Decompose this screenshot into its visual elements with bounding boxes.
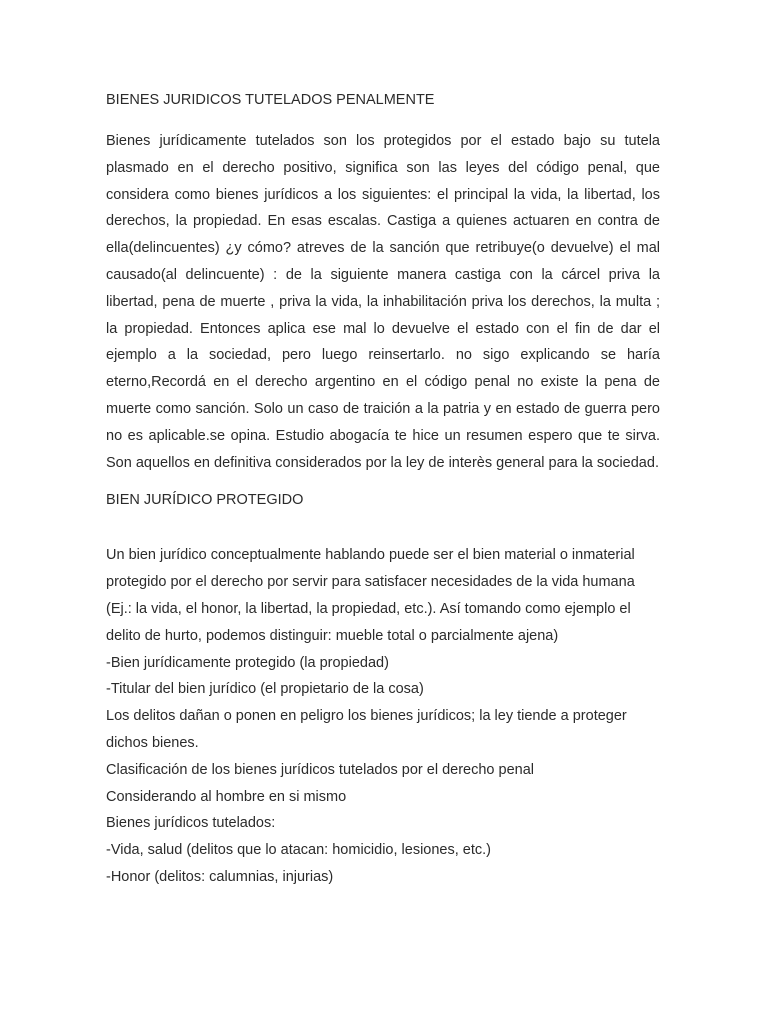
subheading-line: Bienes jurídicos tutelados: — [106, 815, 276, 832]
list-item: -Vida, salud (delitos que lo atacan: homicidio, lesiones, etc.) — [106, 842, 492, 859]
definition-paragraph: Un bien jurídico conceptualmente hablando puede ser el bien material o inmaterial protegido por el derecho por servir para satisfacer necesidades de la vida humana (Ej.: la vida, el honor, la libertad, la propiedad, etc.). Así tomando como ejemplo el delito de hurto, podemos distinguir: mueble total o parcialmente ajena) — [106, 547, 635, 644]
list-item: -Titular del bien jurídico (el propietario de la cosa) — [106, 681, 424, 698]
subheading-line: Considerando al hombre en si mismo — [106, 788, 347, 805]
body-paragraph: Los delitos dañan o ponen en peligro los bienes jurídicos; la ley tiende a proteger dichos bienes. — [106, 708, 627, 751]
list-item: -Bien jurídicamente protegido (la propiedad) — [106, 654, 389, 671]
classification-heading: Clasificación de los bienes jurídicos tutelados por el derecho penal — [106, 761, 535, 778]
document-title: BIENES JURIDICOS TUTELADOS PENALMENTE — [106, 92, 435, 108]
document-page — [106, 90, 660, 891]
list-item: -Honor (delitos: calumnias, injurias) — [106, 868, 334, 885]
intro-paragraph: Bienes jurídicamente tutelados son los protegidos por el estado bajo su tutela plasmado en el derecho positivo, significa son las leyes del código penal, que considera como bienes jurídicos a los siguientes: el principal la vida, la libertad, los derechos, la propiedad. En esas escalas. Castiga a quienes actuaren en contra de ella(delincuentes) ¿y cómo? atreves de la sanción que retribuye(o devuelve) el mal causado(al delincuente) : de la siguiente manera castiga con la cárcel priva la libertad, pena de muerte , priva la vida, la inhabilitación priva los derechos, la multa ; la propiedad. Entonces aplica ese mal lo devuelve el estado con el fin de dar el ejemplo a la sociedad, pero luego reinsertarlo. no sigo explicando se haría eterno,Recordá en el derecho argentino en el código penal no existe la pena de muerte como sanción. Solo un caso de traición a la patria y en estado de guerra pero no es aplicable.se opina. Estudio abogacía te hice un resumen espero que te sirva. Son aquellos en definitiva considerados por la ley de interès general para la sociedad. — [106, 133, 660, 471]
section-title: BIEN JURÍDICO PROTEGIDO — [106, 492, 304, 509]
